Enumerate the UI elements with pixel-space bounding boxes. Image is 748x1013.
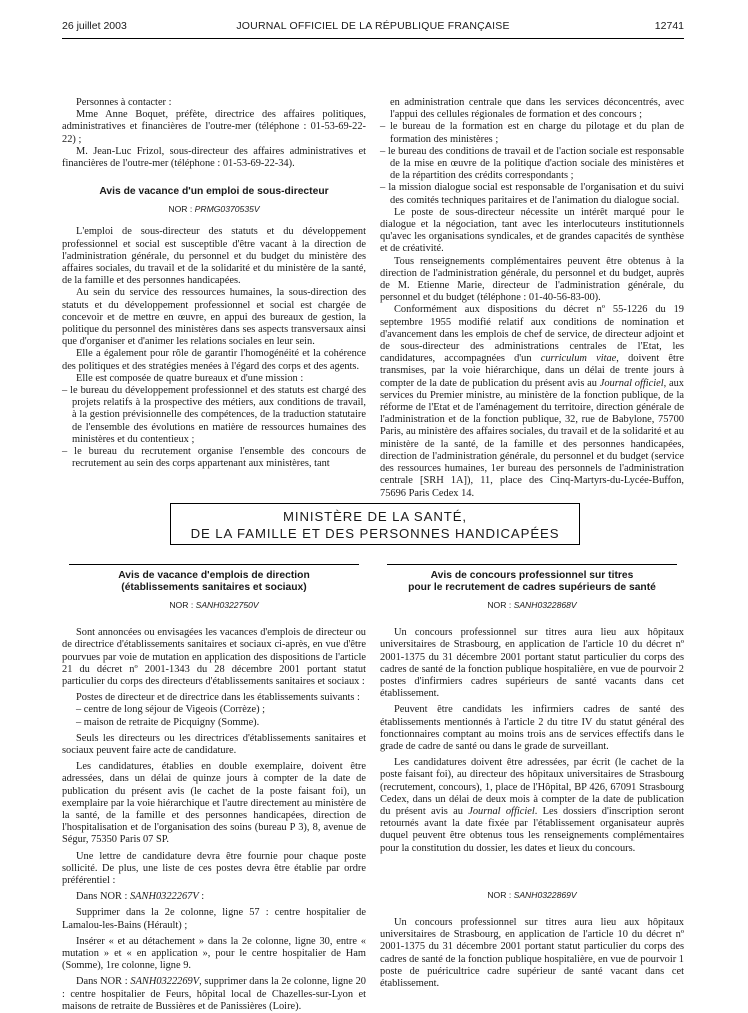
- nor-code: SANH0322267V: [129, 891, 199, 903]
- paragraph: Au sein du service des ressources humaines, la sous-direction des statuts et du développement professionnel et social est chargée de concevoir et de mettre en œuvre, en appui des bureaux de gestion, la politique du personnel des ministères dans ses aspects transversaux ainsi que d'organiser et d'animer les relations sociales en leur sein.: [62, 287, 366, 348]
- list-item: – le bureau des conditions de travail et de l'action sociale est responsable de la mise en œuvre de la politique d'action sociale des ministères et de la répartition des crédits correspondants ;: [380, 145, 684, 182]
- title-line: pour le recrutement de cadres supérieurs de santé: [408, 582, 656, 593]
- paragraph: [380, 757, 684, 855]
- nor-code: SANH0322269V: [130, 976, 200, 988]
- nor-code: PRMG0370535V: [194, 204, 260, 215]
- nor-label: NOR :: [487, 889, 512, 900]
- paragraph: Un concours professionnel sur titres aura lieu aux hôpitaux universitaires de Strasbourg, en application de l'article 10 du décret nº 2001-1375 du 31 décembre 2001 portant statut particulier du corps des cadres de santé de la fonction publique hospitalière, en vue de pourvoir 2 postes d'infirmiers cadres supérieurs de santé vacants dans cet établissement.: [380, 627, 684, 700]
- title-line: Avis de concours professionnel sur titres: [430, 570, 634, 581]
- top-right-column: [380, 97, 684, 500]
- journal-title: JOURNAL OFFICIEL DE LA RÉPUBLIQUE FRANÇAISE: [236, 20, 510, 32]
- text-italic: curriculum vitae: [540, 353, 617, 365]
- text: , aux services du Premier ministre, au ministère de la fonction publique, de la réforme de l'Etat et de l'aménagement du territoire, direction générale de l'administration et de la fonction publique, 32, rue de Babylone, 75700 Paris, au ministère des affaires sociales, du travail et de la solidarité et au ministère de la santé, de la famille et des personnes handicapées, direction de l'administration générale, du personnel et du budget (service des ressources humaines, 1er bureau des personnels de l'administration centrale [SRH 1A]), 11, place des Cinq-Martyrs-du-Lycée-Buffon, 75696 Paris Cedex 14.: [380, 377, 684, 499]
- text-italic: Journal officiel: [468, 806, 535, 818]
- paragraph: Seuls les directeurs ou les directrices d'établissements sanitaires et sociaux peuvent faire acte de candidature.: [62, 732, 366, 757]
- contact-frizol: M. Jean-Luc Frizol, sous-directeur des affaires administratives et financières de l'outre-mer (téléphone : 01-53-69-22-34).: [62, 145, 366, 170]
- paragraph: Postes de directeur et de directrice dans les établissements suivants :: [76, 692, 360, 704]
- text-italic: Journal officiel: [599, 377, 664, 389]
- list-item: – le bureau du recrutement organise l'ensemble des concours de recrutement au sein des corps appartenant aux ministères, tant: [62, 446, 366, 470]
- contact-boquet: Mme Anne Boquet, préfète, directrice des affaires politiques, administratives et financières de l'outre-mer (téléphone : 01-53-69-22-22) ;: [62, 109, 366, 145]
- text: Conformément aux dispositions du décret nº 55-1226 du 19 septembre 1955 modifié relatif aux conditions de nomination et d'avancement dans les emplois de chef de service, de directeur adjoint et de sous-directeur des administrations centrales de l'Etat, les candidatures, accompagnées d'un: [380, 304, 684, 365]
- text: :: [198, 891, 205, 903]
- nor-label: NOR :: [169, 600, 194, 610]
- bottom-left-column: [62, 570, 366, 1013]
- avis-sous-directeur-title: Avis de vacance d'un emploi de sous-directeur: [99, 186, 329, 198]
- bottom-right-column: [380, 570, 684, 990]
- text: Dans NOR :: [76, 976, 131, 988]
- nor-label: NOR :: [487, 600, 512, 610]
- ministry-line-2: DE LA FAMILLE ET DES PERSONNES HANDICAPÉES: [190, 526, 560, 541]
- avis-concours-title: [380, 570, 684, 594]
- section-rule-right: [387, 564, 677, 565]
- nor-reference: [380, 889, 684, 901]
- nor-code: SANH0322869V: [513, 889, 577, 900]
- ministry-line-1: MINISTÈRE DE LA SANTÉ,: [283, 509, 467, 524]
- ministry-heading-box: [170, 503, 580, 545]
- list-item: – la mission dialogue social est responsable de l'organisation et du suivi des comités techniques paritaires et de l'animation du dialogue social.: [380, 182, 684, 206]
- title-line: (établissements sanitaires et sociaux): [121, 582, 307, 593]
- text: . Les dossiers d'inscription seront retournés avant la date fixée par l'établissement organisateur auprès duquel peuvent être obtenus tous les renseignements complémentaires pour la constitution du dossier, les dates et lieux du concours.: [380, 806, 684, 854]
- paragraph: Elle est composée de quatre bureaux et d'une mission :: [76, 372, 304, 384]
- paragraph: [380, 304, 684, 499]
- text: , supprimer dans la 2e colonne, ligne 20 : centre hospitalier de Feurs, hôpital local de Chazelles-sur-Lyon et maisons de retraite de Bussières et de Panissières (Loire).: [62, 976, 366, 1012]
- paragraph: Tous renseignements complémentaires peuvent être obtenus à la direction de l'administration générale, du personnel et du budget, auprès de M. Etienne Marie, directeur de l'administration générale, du personnel et du budget (téléphone : 01-40-56-83-00).: [380, 255, 684, 304]
- list-item: – maison de retraite de Picquigny (Somme).: [76, 716, 260, 728]
- list-item: – le bureau du développement professionnel et des statuts est chargé des projets relatifs à la prospective des métiers, aux conditions de travail, à la gestion prévisionnelle des compétences, de la traduction statutaire de l'ensemble des évolutions en matière de ressources humaines des ministères et du contentieux ;: [62, 385, 366, 445]
- top-left-column: [62, 97, 366, 470]
- list-item: – centre de long séjour de Vigeois (Corrèze) ;: [76, 704, 266, 716]
- paragraph: Elle a également pour rôle de garantir l'homogénéité et la cohérence des politiques et des stratégies menées à l'égard des corps et des agents.: [62, 348, 366, 372]
- paragraph: Un concours professionnel sur titres aura lieu aux hôpitaux universitaires de Strasbourg, en application de l'article 10 du décret nº 2001-1375 du 31 décembre 2001 portant statut particulier du corps des cadres de santé de la fonction publique hospitalière, en vue de pourvoir 1 poste de puéricultrice cadre supérieur de santé vacant dans cet établissement.: [380, 917, 684, 990]
- page-number: 12741: [654, 20, 684, 32]
- nor-code: SANH0322868V: [513, 600, 577, 610]
- contacts-heading: Personnes à contacter :: [76, 97, 172, 108]
- paragraph: Le poste de sous-directeur nécessite un intérêt marqué pour le dialogue et la négociation, tant avec les interlocuteurs institutionnels qu'avec les organisations syndicales, et de grandes capacités de synthèse et de créativité.: [380, 206, 684, 255]
- paragraph: Sont annoncées ou envisagées les vacances d'emplois de directeur ou de directrice d'établissements sanitaires et sociaux ci-après, en vue d'être pourvues par voie de mutation en application des dispositions de l'article 21 du décret nº 2001-1343 du 28 décembre 2001 portant statut particulier du corps des directeurs d'établissements sanitaires et sociaux :: [62, 627, 366, 688]
- avis-direction-title: [62, 570, 366, 594]
- title-line: Avis de vacance d'emplois de direction: [118, 570, 310, 581]
- nor-reference: [62, 599, 366, 611]
- paragraph: Supprimer dans la 2e colonne, ligne 57 : centre hospitalier de Lamalou-les-Bains (Hérault) ;: [62, 907, 366, 931]
- paragraph: [62, 976, 366, 1013]
- list-item: – le bureau de la formation est en charge du pilotage et du plan de formation des ministères ;: [380, 121, 684, 145]
- paragraph: [62, 891, 366, 903]
- nor-code: SANH0322750V: [195, 600, 259, 610]
- paragraph: Peuvent être candidats les infirmiers cadres de santé des établissements mentionnés à l'article 2 du titre IV du statut général des fonctionnaires comptant au moins trois ans de services effectifs dans le grade de cadre de santé ou dans le grade de surveillant.: [380, 704, 684, 753]
- header-rule: [62, 38, 684, 39]
- paragraph: Les candidatures, établies en double exemplaire, doivent être adressées, dans un délai de quinze jours à compter de la date de publication du présent avis (le cachet de la poste faisant foi), un exemplaire par la voie hiérarchique et l'autre directement au ministère de la santé, de la famille et des personnes handicapées, direction de l'hospitalisation et de l'organisation des soins (bureau P 3), 8, avenue de Ségur, 75350 Paris 07 SP.: [62, 761, 366, 846]
- text: Les candidatures doivent être adressées, par écrit (le cachet de la poste faisant foi), au directeur des hôpitaux universitaires de Strasbourg (recrutement, concours), 1, place de l'Hôpital, BP 426, 67091 Strasbourg Cedex, dans un délai de deux mois à compter de la date de publication du présent avis au: [380, 757, 684, 818]
- text: Dans NOR :: [76, 891, 130, 903]
- paragraph: Une lettre de candidature devra être fournie pour chaque poste sollicité. De plus, une liste de ces postes devra être établie par ordre préférentiel :: [62, 850, 366, 887]
- text: , doivent être transmises, par la voie hiérarchique, dans un délai de trente jours à compter de la date de publication du présent avis au: [380, 353, 684, 389]
- paragraph: L'emploi de sous-directeur des statuts et du développement professionnel et social est susceptible d'être vacant à la direction de l'administration générale, du personnel et du budget du ministère des affaires sociales, du travail et de la solidarité et du ministère de la santé, de la famille et des personnes handicapées.: [62, 226, 366, 287]
- nor-reference: [380, 599, 684, 611]
- issue-date: 26 juillet 2003: [62, 20, 127, 32]
- page-header: [62, 20, 684, 36]
- paragraph: Insérer « et au détachement » dans la 2e colonne, ligne 30, entre « mutation » et « en application », pour le centre hospitalier de Ham (Somme), 1re colonne, ligne 9.: [62, 935, 366, 972]
- nor-label: NOR :: [168, 204, 193, 215]
- list-item-continued: en administration centrale que dans les services déconcentrés, avec l'appui des cellules régionales de formation et des concours ;: [390, 97, 684, 121]
- nor-reference: [62, 203, 366, 215]
- section-rule-left: [69, 564, 359, 565]
